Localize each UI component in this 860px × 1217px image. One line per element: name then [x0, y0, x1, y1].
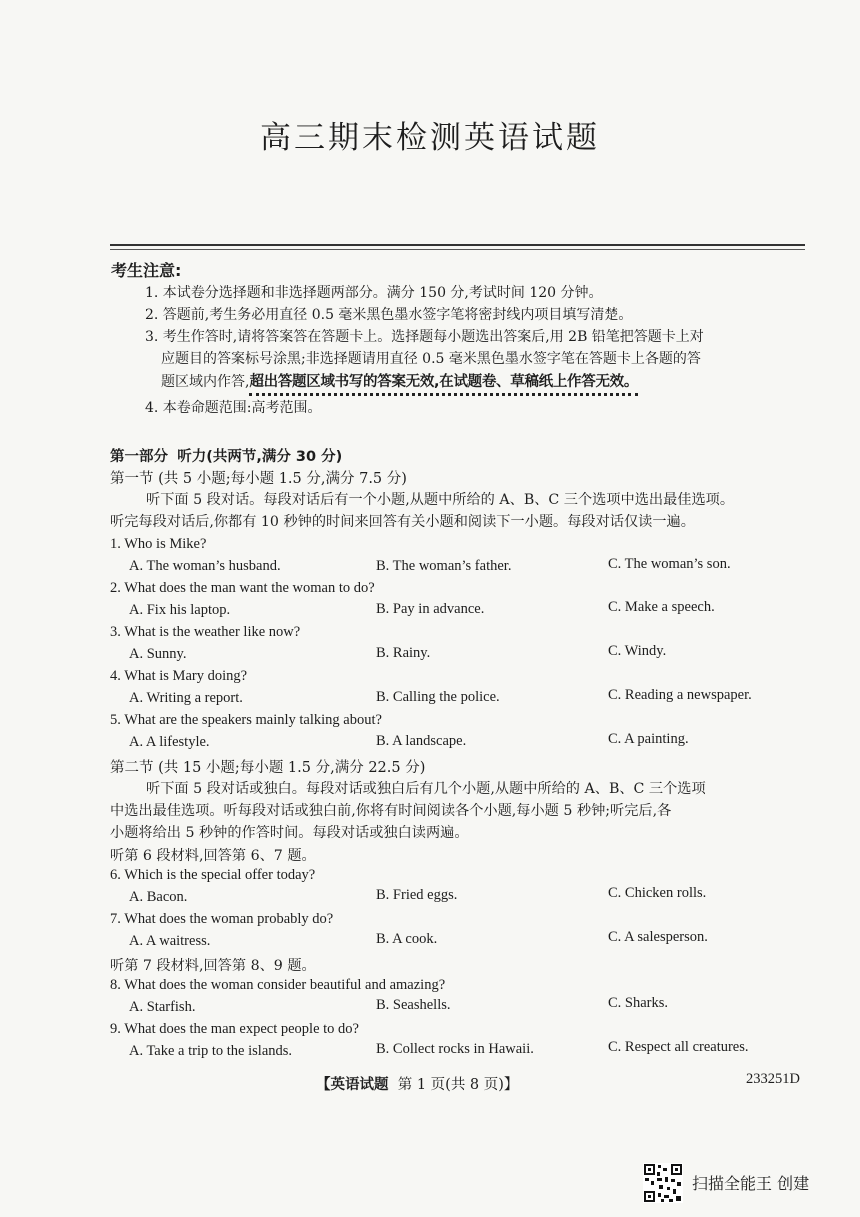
question-stem: 4. What is Mary doing? [110, 668, 248, 684]
footer-label: 【英语试题 [316, 1077, 389, 1093]
question-stem: 1. Who is Mike? [110, 536, 207, 552]
option-c: C. Windy. [608, 643, 667, 659]
option-a: A. Writing a report. [129, 690, 243, 706]
instruction-line: 小题将给出 5 秒钟的作答时间。每段对话或独白读两遍。 [110, 825, 469, 841]
option-c: C. A painting. [608, 731, 689, 747]
question-stem: 9. What does the man expect people to do? [110, 1021, 359, 1037]
option-b: B. Seashells. [376, 997, 451, 1013]
instruction-line: 听下面 5 段对话。每段对话后有一个小题,从题中所给的 A、B、C 三个选项中选出最佳选项。 [146, 492, 735, 508]
question-stem: 7. What does the woman probably do? [110, 911, 334, 927]
qr-code-icon [643, 1163, 683, 1203]
divider [110, 244, 805, 246]
question-stem: 3. What is the weather like now? [110, 624, 301, 640]
notice-item: 3. 考生作答时,请将答案答在答题卡上。选择题每小题选出答案后,用 2B 铅笔把答题卡上对 [145, 329, 704, 345]
option-c: C. Respect all creatures. [608, 1039, 749, 1055]
part-heading [110, 445, 342, 466]
notice-text: 题区域内作答, [161, 374, 250, 390]
footer-page-number: 第 1 页(共 8 页)】 [397, 1077, 519, 1093]
option-c: C. Sharks. [608, 995, 669, 1011]
part-title: 听力(共两节,满分 30 分) [177, 449, 343, 465]
notice-item: 2. 答题前,考生务必用直径 0.5 毫米黑色墨水签字笔将密封线内项目填写清楚。 [145, 307, 633, 323]
option-a: A. Fix his laptop. [129, 602, 231, 618]
notice-item: 应题目的答案标号涂黑;非选择题请用直径 0.5 毫米黑色墨水签字笔在答题卡上各题的答 [161, 351, 701, 367]
option-b: B. Rainy. [376, 645, 431, 661]
notice-item [161, 370, 638, 391]
instruction-line: 听下面 5 段对话或独白。每段对话或独白后有几个小题,从题中所给的 A、B、C 三个选项 [146, 781, 706, 797]
option-b: B. A landscape. [376, 733, 467, 749]
option-c: C. Reading a newspaper. [608, 687, 752, 703]
option-b: B. Pay in advance. [376, 601, 485, 617]
option-b: B. Fried eggs. [376, 887, 458, 903]
option-b: B. A cook. [376, 931, 438, 947]
notice-warning: 超出答题区域书写的答案无效,在试题卷、草稿纸上作答无效。 [249, 374, 638, 396]
question-stem: 6. Which is the special offer today? [110, 867, 316, 883]
section-heading: 第二节 (共 15 小题;每小题 1.5 分,满分 22.5 分) [110, 760, 426, 776]
page-footer [316, 1073, 518, 1094]
notice-item: 1. 本试卷分选择题和非选择题两部分。满分 150 分,考试时间 120 分钟。 [145, 285, 603, 301]
exam-code: 233251D [746, 1071, 800, 1087]
notice-heading: 考生注意: [111, 261, 182, 280]
question-stem: 5. What are the speakers mainly talking about? [110, 712, 382, 728]
part-number: 第一部分 [110, 449, 168, 465]
question-stem: 2. What does the man want the woman to do? [110, 580, 375, 596]
option-a: A. A waitress. [129, 933, 211, 949]
material-instruction: 听第 7 段材料,回答第 8、9 题。 [110, 958, 316, 974]
option-a: A. Take a trip to the islands. [129, 1043, 293, 1059]
option-c: C. The woman’s son. [608, 556, 731, 572]
scanner-watermark: 扫描全能王 创建 [692, 1174, 810, 1193]
option-a: A. A lifestyle. [129, 734, 210, 750]
notice-item: 4. 本卷命题范围:高考范围。 [145, 400, 322, 416]
option-b: B. Collect rocks in Hawaii. [376, 1041, 534, 1057]
material-instruction: 听第 6 段材料,回答第 6、7 题。 [110, 848, 316, 864]
option-b: B. The woman’s father. [376, 558, 512, 574]
question-stem: 8. What does the woman consider beautiful and amazing? [110, 977, 446, 993]
option-a: A. Sunny. [129, 646, 187, 662]
section-heading: 第一节 (共 5 小题;每小题 1.5 分,满分 7.5 分) [110, 471, 407, 487]
option-a: A. Starfish. [129, 999, 196, 1015]
divider [110, 249, 805, 250]
option-c: C. Make a speech. [608, 599, 715, 615]
option-a: A. The woman’s husband. [129, 558, 281, 574]
option-a: A. Bacon. [129, 889, 188, 905]
instruction-line: 听完每段对话后,你都有 10 秒钟的时间来回答有关小题和阅读下一小题。每段对话仅读一遍。 [110, 514, 695, 530]
option-c: C. A salesperson. [608, 929, 708, 945]
option-b: B. Calling the police. [376, 689, 500, 705]
option-c: C. Chicken rolls. [608, 885, 707, 901]
page-title: 高三期末检测英语试题 [260, 120, 600, 156]
instruction-line: 中选出最佳选项。听每段对话或独白前,你将有时间阅读各个小题,每小题 5 秒钟;听完后,各 [110, 803, 672, 819]
